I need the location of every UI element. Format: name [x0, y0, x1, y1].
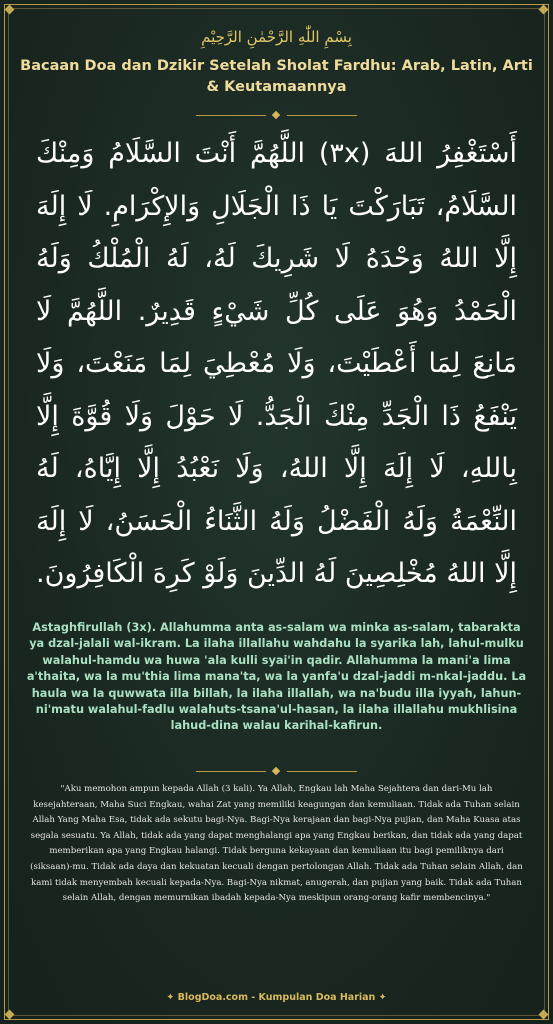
footer-text: BlogDoa.com - Kumpulan Doa Harian	[177, 992, 376, 1003]
corner-ornament-icon	[539, 5, 549, 15]
latin-transliteration: Astaghfirullah (3x). Allahumma anta as-salam wa minka as-salam, tabarakta ya dzal-jalali wal-ikram. La ilaha illallahu wahdahu la syarika lah, lahul-mulku walahul-hamdu wa huwa 'ala kulli syai'in qadir. Allahumma la mani'a lima a'thaita, wa la mu'thia lima mana'ta, wa la yanfa'u dzal-jaddi m-nkal-jaddu. La haula wa la quwwata illa billah, la ilaha illallah, wa na'budu illa iyyah, lahun-ni'matu walahul-fadlu walahuts-tsana'ul-hasan, la ilaha illallahu mukhlisina lahud-dina walau karihal-kafirun.	[26, 621, 527, 733]
star-icon: ✦	[166, 992, 175, 1003]
corner-ornament-icon	[539, 1010, 549, 1020]
indonesian-translation: "Aku memohon ampun kepada Allah (3 kali). Ya Allah, Engkau lah Maha Sejahtera dan dari-Mu lah kesejahteraan, Maha Suci Engkau, wahai Zat yang memiliki keagungan dan kemuliaan. Tidak ada Tuhan selain Allah Yang Maha Esa, tidak ada sekutu bagi-Nya. Bagi-Nya kerajaan dan bagi-Nya pujian, dan Maha Kuasa atas segala sesuatu. Ya Allah, tidak ada yang dapat menghalangi apa yang Engkau berikan, dan tidak ada yang dapat memberikan apa yang Engkau halangi. Tidak berguna kekayaan dan kemuliaan itu bagi pemiliknya dari (siksaan)-mu. Tidak ada daya dan kekuatan kecuali dengan pertolongan Allah. Tidak ada Tuhan selain Allah, dan kami tidak menyembah kecuali kepada-Nya. Bagi-Nya nikmat, anugerah, dan pujian yang baik. Tidak ada Tuhan selain Allah, dengan memurnikan ibadah kepada-Nya meskipun orang-orang kafir membencinya."	[30, 784, 523, 904]
arabic-doa-text: أَسْتَغْفِرُ اللهَ (٣x) اللَّهُمَّ أَنْتَ السَّلَامُ وَمِنْكَ السَّلَامُ، تَبَارَكْتَ يَا ذَا الْجَلَالِ وَالإِكْرَامِ. لَا إِلَهَ إِلَّا اللهُ وَحْدَهُ لَا شَرِيكَ لَهُ، لَهُ الْمُلْكُ وَلَهُ الْحَمْدُ وَهُوَ عَلَى كُلِّ شَيْءٍ قَدِيرٌ. اللَّهُمَّ لَا مَانِعَ لِمَا أَعْطَيْتَ، وَلَا مُعْطِيَ لِمَا مَنَعْتَ، وَلَا يَنْفَعُ ذَا الْجَدِّ مِنْكَ الْجَدُّ. لَا حَوْلَ وَلَا قُوَّةَ إِلَّا بِاللهِ، لَا إِلَهَ إِلَّا اللهُ، وَلَا نَعْبُدُ إِلَّا إِيَّاهُ، لَهُ النِّعْمَةُ وَلَهُ الْفَضْلُ وَلَهُ الثَّنَاءُ الْحَسَنُ، لَا إِلَهَ إِلَّا اللهُ مُخْلِصِينَ لَهُ الدِّينَ وَلَوْ كَرِهَ الْكَافِرُونَ.	[36, 138, 517, 589]
translation-divider	[0, 766, 553, 776]
diamond-ornament-icon	[272, 111, 280, 119]
title-divider	[0, 110, 553, 120]
basmala: بِسْمِ اللّٰهِ الرَّحْمٰنِ الرَّحِيْمِ	[201, 28, 352, 46]
corner-ornament-icon	[5, 5, 15, 15]
page-title: Bacaan Doa dan Dzikir Setelah Sholat Fardhu: Arab, Latin, Arti & Keutamaannya	[20, 58, 533, 95]
corner-ornament-icon	[5, 1010, 15, 1020]
diamond-ornament-icon	[272, 767, 280, 775]
star-icon: ✦	[378, 992, 387, 1003]
footer-credit	[0, 992, 553, 1003]
